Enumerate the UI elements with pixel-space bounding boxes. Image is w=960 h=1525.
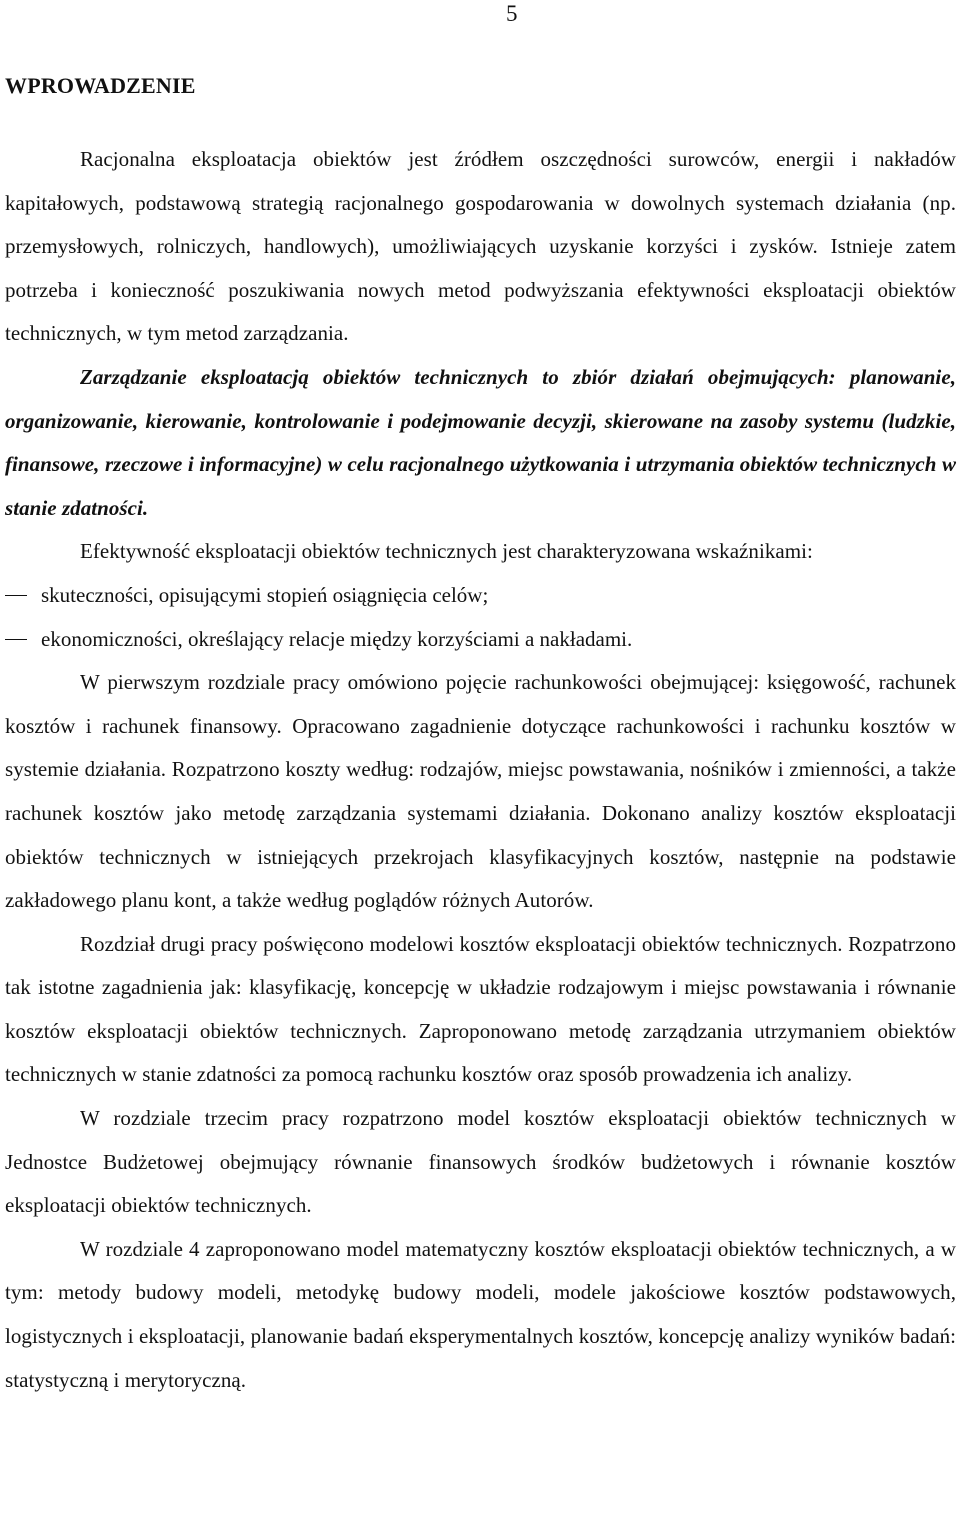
list-item [5,574,956,618]
list-item-text: skuteczności, opisującymi stopień osiągnięcia celów; [41,582,489,607]
paragraph-chapter-4: W rozdziale 4 zaproponowano model matematyczny kosztów eksploatacji obiektów technicznych, a w tym: metody budowy modeli, metodykę budowy modeli, modele jakościowe kosztów podstawowych, logistycznych i eksploatacji, planowanie badań eksperymentalnych kosztów, koncepcję analizy wyników badań: statystyczną i merytoryczną. [5,1236,956,1392]
paragraph-chapter-1: W pierwszym rozdziale pracy omówiono pojęcie rachunkowości obejmującej: księgowość, rachunek kosztów i rachunek finansowy. Opracowano zagadnienie dotyczące rachunkowości i rachunku kosztów w systemie działania. Rozpatrzono koszty według: rodzajów, miejsc powstawania, nośników i zmienności, a także rachunek kosztów jako metodę zarządzania systemami działania. Dokonano analizy kosztów eksploatacji obiektów technicznych w istniejących przekrojach klasyfikacyjnych kosztów, następnie na podstawie zakładowego planu kont, a także według poglądów różnych Autorów. [5,670,956,913]
paragraph-definition: Zarządzanie eksploatacją obiektów technicznych to zbiór działań obejmujących: planowanie, organizowanie, kierowanie, kontrolowanie i podejmowanie decyzji, skierowane na zasoby systemu (ludzkie, finansowe, rzeczowe i informacyjne) w celu racjonalnego użytkowania i utrzymania obiektów technicznych w stanie zdatności. [5,364,956,520]
dash-bullet-icon [5,595,27,596]
list-item-text: ekonomiczności, określający relacje między korzyściami a nakładami. [41,626,633,651]
paragraph-chapter-3: W rozdziale trzecim pracy rozpatrzono model kosztów eksploatacji obiektów technicznych w Jednostce Budżetowej obejmujący równanie finansowych środków budżetowych i równanie kosztów eksploatacji obiektów technicznych. [5,1106,956,1218]
list-item [5,618,956,662]
paragraph-intro: Racjonalna eksploatacja obiektów jest źródłem oszczędności surowców, energii i nakładów kapitałowych, podstawową strategią racjonalnego gospodarowania w dowolnych systemach działania (np. przemysłowych, rolniczych, handlowych), umożliwiających uzyskanie korzyści i zysków. Istnieje zatem potrzeba i konieczność poszukiwania nowych metod podwyższania efektywności eksploatacji obiektów technicznych, w tym metod zarządzania. [5,147,956,346]
section-heading: WPROWADZENIE [5,73,196,98]
dash-bullet-icon [5,639,27,640]
page-number: 5 [506,1,518,26]
paragraph-efficiency: Efektywność eksploatacji obiektów technicznych jest charakteryzowana wskaźnikami: [80,539,813,564]
paragraph-chapter-2: Rozdział drugi pracy poświęcono modelowi kosztów eksploatacji obiektów technicznych. Rozpatrzono tak istotne zagadnienia jak: klasyfikację, koncepcję w układzie rodzajowym i miejsc powstawania i równanie kosztów eksploatacji obiektów technicznych. Zaproponowano metodę zarządzania utrzymaniem obiektów technicznych w stanie zdatności za pomocą rachunku kosztów oraz sposób prowadzenia ich analizy. [5,931,956,1087]
document-body [5,138,956,1402]
